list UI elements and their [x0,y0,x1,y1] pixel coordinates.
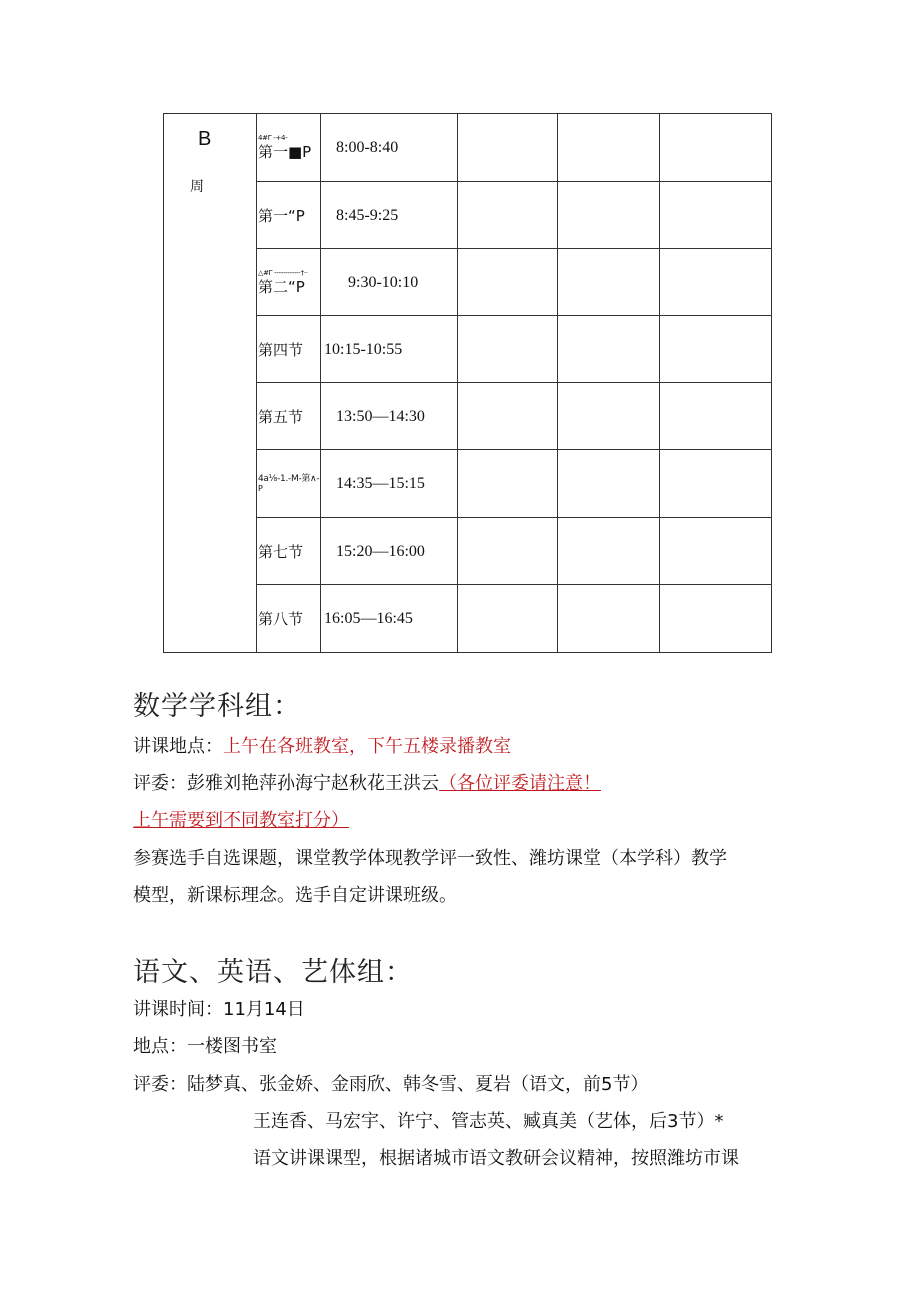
time-cell: 13:50—14:30 [336,407,425,425]
time-cell: 10:15-10:55 [324,340,403,358]
period-garble: △#Γ -----------·†·· [258,269,308,277]
period-cell [258,114,320,181]
table-divider [256,113,257,653]
table-border-bottom [163,652,772,653]
table-border-left [163,113,164,653]
math-requirement-line: 模型，新课标理念。选手自定讲课班级。 [133,885,457,906]
math-judges-note-line [133,806,349,832]
period-garble: 4#Γ -+4- [258,134,288,142]
table-border-right [771,113,772,653]
period-cell [258,383,320,450]
period-label: 第四节 [258,340,304,359]
period-cell [258,450,320,517]
judges-note-continued: 上午需要到不同教室打分） [133,810,349,831]
chinese-section-title: 语文、英语、艺体组： [133,957,413,988]
judges-note: （各位评委请注意！ [439,773,601,794]
time-cell: 8:45-9:25 [336,206,399,224]
math-location-line [133,732,511,758]
lecture-time-line: 讲课时间：11月14日 [133,999,305,1020]
period-cell [258,249,320,316]
period-label: 第二“P [258,278,305,296]
period-cell [258,316,320,383]
period-label: 第一■P [258,143,312,161]
time-cell: 16:05—16:45 [324,609,413,627]
arts-judges-line: 王连香、马宏宇、许宁、管志英、臧真美（艺体，后3节）* [253,1111,724,1132]
chinese-judges-line: 评委：陆梦真、张金娇、金雨欣、韩冬雪、夏岩（语文，前5节） [133,1074,649,1095]
period-label: 第七节 [258,542,304,561]
period-cell [258,518,320,585]
period-label: 第八节 [258,609,304,628]
period-label: 第五节 [258,407,304,426]
math-section-title: 数学学科组： [133,691,301,722]
table-divider [659,113,660,653]
math-requirement-line: 参赛选手自选课题，课堂教学体现教学评一致性、潍坊课堂（本学科）教学 [133,848,727,869]
math-judges-line [133,769,601,795]
judges-label: 评委： [133,773,187,794]
period-label: P [258,483,263,493]
time-cell: 8:00-8:40 [336,138,399,156]
time-cell: 9:30-10:10 [348,273,419,291]
time-cell: 15:20—16:00 [336,542,425,560]
time-cell: 14:35—15:15 [336,474,425,492]
period-label: 第一“P [258,206,305,225]
chinese-note-line: 语文讲课课型，根据诸城市语文教研会议精神，按照潍坊市课 [253,1148,739,1169]
day-char: 周 [190,179,204,195]
location-value: 上午在各班教室，下午五楼录播教室 [223,736,511,757]
table-divider [320,113,321,653]
period-cell [258,182,320,249]
table-divider [557,113,558,653]
period-garble: 4a⅛-1.-M-第∧- [258,473,320,484]
place-line: 地点：一楼图书室 [133,1036,277,1057]
day-letter: B [198,128,212,150]
period-cell [258,585,320,652]
location-label: 讲课地点： [133,736,223,757]
judges-names: 彭雅刘艳萍孙海宁赵秋花王洪云 [187,773,439,794]
